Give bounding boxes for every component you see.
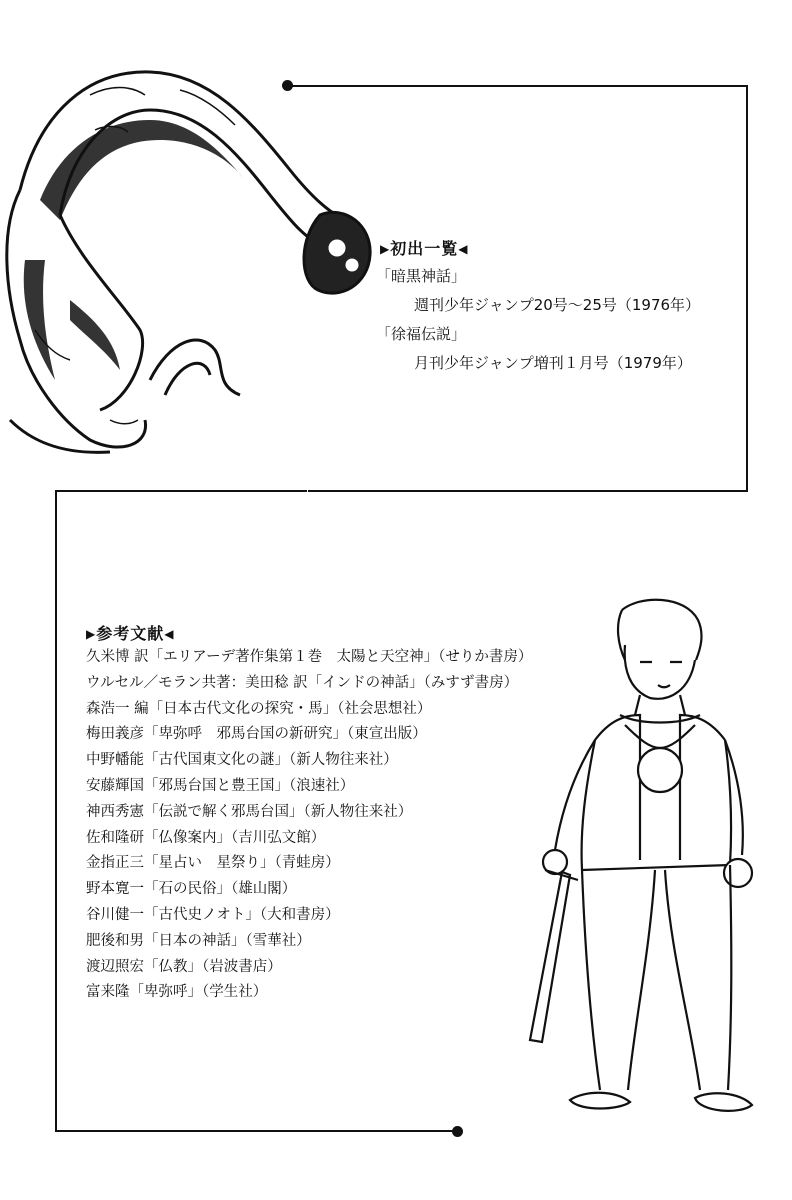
bottom-frame-bottom-line — [55, 1130, 457, 1132]
references-heading — [86, 621, 174, 644]
reference-item: 野本寛一「石の民俗」（雄山閣） — [86, 881, 297, 898]
monster-illustration — [0, 0, 380, 470]
bottom-frame-top-line — [55, 490, 307, 492]
reference-item: 渡辺照宏「仏教」（岩波書店） — [86, 958, 282, 975]
reference-item: 森浩一 編「日本古代文化の探究・馬」（社会思想社） — [86, 700, 432, 717]
publication-title: 「暗黒神話」 — [376, 267, 467, 285]
references-heading-text: 参考文献 — [96, 624, 165, 643]
top-frame-bottom-line — [308, 490, 748, 492]
reference-item: 金指正三「星占い 星祭り」（青蛙房） — [86, 855, 340, 872]
top-frame-right-line — [746, 85, 748, 492]
reference-item: 谷川健一「古代史ノオト」（大和書房） — [86, 906, 340, 923]
triangle-right-icon: ▶ — [86, 627, 97, 641]
reference-item: 久米博 訳「エリアーデ著作集第１巻 太陽と天空神」（せりか書房） — [86, 649, 533, 665]
first-appearance-heading-text: 初出一覧 — [390, 239, 459, 258]
first-appearance-list — [376, 262, 736, 378]
first-appearance-heading — [380, 236, 468, 259]
triangle-left-icon: ◀ — [458, 242, 469, 256]
reference-item: ウルセル／モラン共著：美田稔 訳「インドの神話」（みすず書房） — [86, 674, 519, 691]
list-item — [376, 262, 736, 320]
publication-title: 「徐福伝説」 — [376, 325, 467, 343]
reference-item: 安藤輝国「邪馬台国と豊王国」（浪速社） — [86, 777, 355, 794]
reference-item: 中野幡能「古代国東文化の謎」（新人物往来社） — [86, 752, 398, 769]
reference-item: 富来隆「卑弥呼」（学生社） — [86, 984, 268, 1001]
reference-item: 佐和隆研「仏像案内」（吉川弘文館） — [86, 829, 326, 846]
list-item — [376, 320, 736, 378]
references-list — [86, 645, 586, 1006]
bottom-frame-left-line — [55, 490, 57, 1132]
publication-detail: 月刊少年ジャンプ増刊１月号（1979年） — [414, 354, 692, 372]
bottom-frame-dot — [452, 1126, 463, 1137]
reference-item: 梅田義彦「卑弥呼 邪馬台国の新研究」（東宣出版） — [86, 726, 427, 743]
reference-item: 神西秀憲「伝説で解く邪馬台国」（新人物往来社） — [86, 803, 413, 820]
reference-item: 肥後和男「日本の神話」（雪華社） — [86, 932, 311, 949]
publication-detail: 週刊少年ジャンプ20号～25号（1976年） — [414, 296, 701, 314]
triangle-left-icon: ◀ — [164, 627, 175, 641]
triangle-right-icon: ▶ — [380, 242, 391, 256]
